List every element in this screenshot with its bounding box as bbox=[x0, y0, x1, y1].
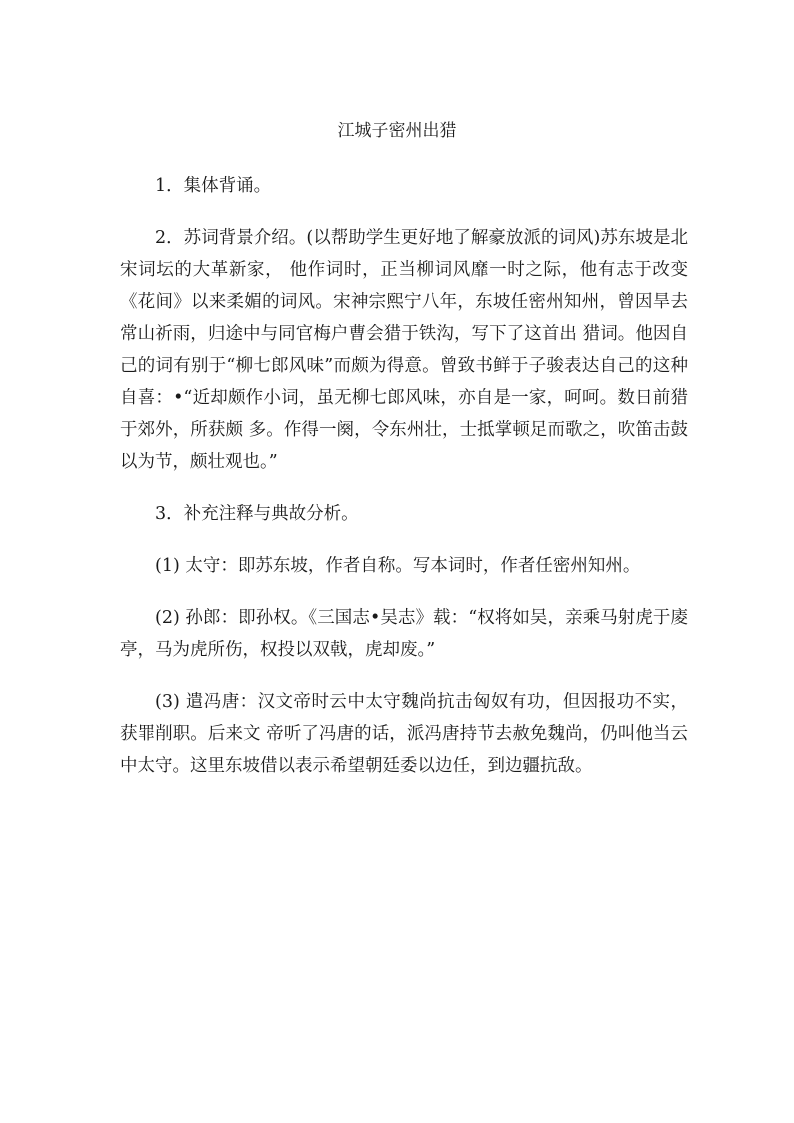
paragraph-note-sunlang: (2) 孙郎：即孙权。《三国志•吴志》载：“权将如吴，亲乘马射虎于庱亭，马为虎所伤，权投以双戟，虎却废。” bbox=[120, 608, 688, 660]
paragraph-note-fengtang: (3) 遣冯唐：汉文帝时云中太守魏尚抗击匈奴有功，但因报功不实，获罪削职。后来文 帝听了冯唐的话，派冯唐持节去赦免魏尚，仍叫他当云中太守。这里东坡借以表示希望朝廷委以边任，到边疆抗敌。 bbox=[120, 692, 688, 776]
paragraph-spacer bbox=[120, 202, 688, 222]
paragraph-annotations-heading: 3．补充注释与典故分析。 bbox=[155, 504, 359, 524]
paragraph-recitation: 1．集体背诵。 bbox=[155, 176, 272, 196]
document-body bbox=[120, 170, 688, 782]
paragraph-note-taishou: (1) 太守：即苏东坡，作者自称。写本词时，作者任密州知州。 bbox=[155, 556, 641, 576]
paragraph-spacer bbox=[120, 478, 688, 498]
paragraph-spacer bbox=[120, 582, 688, 602]
paragraph-spacer bbox=[120, 530, 688, 550]
paragraph-background: 2．苏词背景介绍。(以帮助学生更好地了解豪放派的词风)苏东坡是北宋词坛的大革新家， 他作词时，正当柳词风靡一时之际，他有志于改变《花间》以来柔媚的词风。宋神宗熙宁八年，东坡任密州知州，曾因旱去常山祈雨，归途中与同官梅户曹会猎于铁沟，写下了这首出 猎词。他因自己的词有别于“柳七郎风味”而颇为得意。曾致书鲜于子骏表达自己的这种自喜：•“近却颇作小词，虽无柳七郎风味，亦自是一家，呵呵。数日前猎于郊外，所获颇 多。作得一阕，令东州壮，士抵掌顿足而歌之，吹笛击鼓以为节，颇壮观也。” bbox=[120, 228, 688, 472]
paragraph-spacer bbox=[120, 666, 688, 686]
document-title: 江城子密州出猎 bbox=[337, 121, 457, 141]
